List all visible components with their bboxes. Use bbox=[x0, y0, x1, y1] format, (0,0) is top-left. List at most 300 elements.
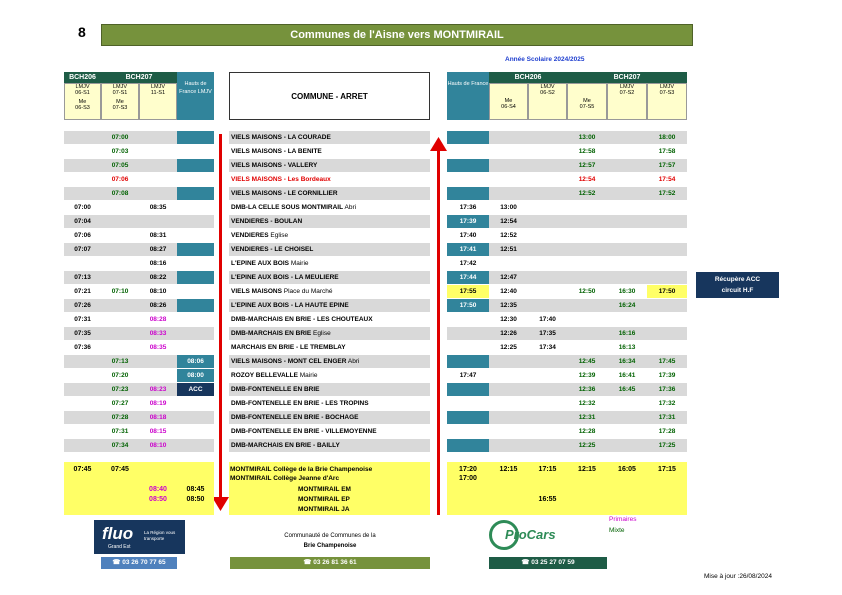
right-time-cell bbox=[447, 313, 489, 326]
right-time-cell bbox=[489, 369, 528, 382]
left-time-cell bbox=[64, 257, 101, 270]
left-time-cell: 07:20 bbox=[111, 372, 129, 379]
stop-name: L'EPINE AUX BOIS - LA MEULIERE bbox=[231, 274, 339, 281]
left-time-cell bbox=[139, 159, 177, 172]
right-time-cell bbox=[607, 187, 647, 200]
stop-name: VENDIERES Eglise bbox=[231, 232, 289, 239]
right-time-cell bbox=[447, 327, 489, 340]
right-time-cell: 17:54 bbox=[658, 176, 676, 183]
stop-name: VIELS MAISONS - Les Bordeaux bbox=[231, 176, 331, 183]
stop-name: DMB-FONTENELLE EN BRIE bbox=[231, 386, 320, 393]
right-time-cell bbox=[447, 425, 489, 438]
dest-r-row2: 17:00 bbox=[459, 475, 477, 482]
right-time-cell: 16:24 bbox=[618, 302, 636, 309]
left-time-cell: 07:00 bbox=[74, 204, 91, 211]
right-time-cell bbox=[607, 439, 647, 452]
right-time-cell: 17:42 bbox=[459, 260, 477, 267]
right-time-cell bbox=[607, 397, 647, 410]
stop-name: VENDIERES - BOULAN bbox=[231, 218, 303, 225]
right-time-cell: 12:40 bbox=[500, 288, 517, 295]
right-time-cell bbox=[528, 285, 567, 298]
left-time-cell: 07:23 bbox=[111, 386, 129, 393]
right-time-cell: 16:45 bbox=[618, 386, 636, 393]
right-time-cell bbox=[489, 383, 528, 396]
stop-name: VENDIERES - LE CHOISEL bbox=[231, 246, 314, 253]
right-time-cell: 16:34 bbox=[618, 358, 636, 365]
dest-r-time-4: 12:15 bbox=[578, 466, 596, 473]
left-time-cell bbox=[64, 131, 101, 144]
left-time-cell: 07:05 bbox=[111, 162, 129, 169]
stop-name: DMB-FONTENELLE EN BRIE - LES TROPINS bbox=[231, 400, 369, 407]
left-time-cell bbox=[177, 187, 214, 200]
right-time-cell bbox=[647, 243, 687, 256]
stop-name: L'EPINE AUX BOIS Mairie bbox=[231, 260, 309, 267]
right-time-cell bbox=[647, 299, 687, 312]
left-time-cell bbox=[101, 271, 139, 284]
right-time-cell: 12:45 bbox=[578, 358, 596, 365]
right-time-cell: 17:40 bbox=[459, 232, 477, 239]
right-time-cell bbox=[567, 243, 607, 256]
left-time-cell bbox=[139, 131, 177, 144]
right-time-cell bbox=[489, 425, 528, 438]
left-time-cell bbox=[177, 243, 214, 256]
left-time-cell bbox=[177, 299, 214, 312]
right-time-cell bbox=[607, 411, 647, 424]
left-time-cell: 07:08 bbox=[111, 190, 129, 197]
left-time-cell bbox=[177, 411, 214, 424]
right-time-cell: 12:47 bbox=[500, 274, 517, 281]
right-time-cell bbox=[489, 159, 528, 172]
page-number: 8 bbox=[78, 24, 86, 40]
legend-mixte: Mixte bbox=[609, 527, 625, 534]
left-time-cell bbox=[64, 383, 101, 396]
right-time-cell bbox=[489, 411, 528, 424]
right-time-cell bbox=[647, 257, 687, 270]
left-time-cell bbox=[139, 145, 177, 158]
stop-name: DMB-FONTENELLE EN BRIE - BOCHAGE bbox=[231, 414, 359, 421]
right-time-cell: 17:50 bbox=[447, 299, 489, 312]
right-time-cell bbox=[528, 271, 567, 284]
dest-l-time-1: 07:45 bbox=[73, 466, 92, 473]
stop-name: DMB-MARCHAIS EN BRIE - LES CHOUTEAUX bbox=[231, 316, 373, 323]
left-time-cell: 07:34 bbox=[111, 442, 129, 449]
right-time-cell bbox=[528, 201, 567, 214]
right-time-cell bbox=[489, 439, 528, 452]
left-time-cell: 08:16 bbox=[149, 260, 167, 267]
left-time-cell bbox=[64, 425, 101, 438]
dest-r-time-6: 17:15 bbox=[658, 466, 676, 473]
right-time-cell: 12:57 bbox=[578, 162, 596, 169]
left-time-cell bbox=[101, 229, 139, 242]
right-time-cell: 17:39 bbox=[658, 372, 676, 379]
right-time-cell bbox=[528, 411, 567, 424]
right-time-cell bbox=[567, 299, 607, 312]
right-time-cell: 17:32 bbox=[658, 400, 676, 407]
left-time-cell: 08:28 bbox=[149, 316, 167, 323]
right-time-cell bbox=[567, 229, 607, 242]
left-time-cell: 08:23 bbox=[149, 386, 167, 393]
right-time-cell bbox=[607, 229, 647, 242]
right-time-cell: 16:30 bbox=[618, 288, 636, 295]
right-time-cell bbox=[528, 145, 567, 158]
right-time-cell: 17:35 bbox=[539, 330, 556, 337]
right-time-cell bbox=[607, 271, 647, 284]
right-time-cell: 12:25 bbox=[578, 442, 596, 449]
right-time-cell: 17:28 bbox=[658, 428, 676, 435]
right-time-cell: 18:00 bbox=[658, 134, 676, 141]
procars-logo-text: ProCars bbox=[505, 527, 556, 542]
right-time-cell bbox=[647, 327, 687, 340]
left-time-cell: 07:10 bbox=[111, 288, 129, 295]
right-time-cell bbox=[607, 257, 647, 270]
up-arrow-icon bbox=[430, 137, 447, 151]
left-time-cell bbox=[177, 439, 214, 452]
right-group-bch206: BCH206 bbox=[489, 72, 567, 83]
right-time-cell bbox=[528, 257, 567, 270]
left-time-cell bbox=[177, 131, 214, 144]
right-col-3-header: LMJV 06-S2 bbox=[528, 83, 567, 120]
right-time-cell: 17:31 bbox=[658, 414, 676, 421]
stop-name: VIELS MAISONS - LA BENITE bbox=[231, 148, 322, 155]
stop-name: VIELS MAISONS Place du Marché bbox=[231, 288, 333, 295]
right-time-cell bbox=[607, 173, 647, 186]
left-time-cell: 07:27 bbox=[111, 400, 129, 407]
right-time-cell bbox=[528, 355, 567, 368]
right-col-1-header: Hauts de France bbox=[447, 72, 489, 120]
right-time-cell bbox=[447, 145, 489, 158]
right-time-cell: 12:26 bbox=[500, 330, 517, 337]
right-col-4-header: Me 07-S5 bbox=[567, 83, 607, 120]
right-time-cell bbox=[567, 257, 607, 270]
left-col-4-header: Hauts de France LMJV bbox=[177, 72, 214, 120]
page-title: Communes de l'Aisne vers MONTMIRAIL bbox=[101, 24, 693, 46]
dest-r-time-3: 17:15 bbox=[538, 466, 557, 473]
right-time-cell: 12:52 bbox=[578, 190, 596, 197]
right-time-cell bbox=[607, 313, 647, 326]
dest-r-ep: 16:55 bbox=[538, 496, 557, 503]
dest-ep: MONTMIRAIL EP bbox=[298, 496, 350, 503]
left-time-cell: 07:00 bbox=[111, 134, 129, 141]
dest-l-ep-2: 08:50 bbox=[186, 496, 205, 503]
left-time-cell bbox=[177, 285, 214, 298]
right-time-cell bbox=[447, 341, 489, 354]
right-time-cell: 12:52 bbox=[500, 232, 517, 239]
dest-l-em-1: 08:40 bbox=[149, 486, 167, 493]
dest-l-ep-1: 08:50 bbox=[149, 496, 167, 503]
left-time-cell: 07:06 bbox=[111, 176, 129, 183]
right-time-cell bbox=[489, 145, 528, 158]
right-time-cell bbox=[567, 215, 607, 228]
left-time-cell: 07:26 bbox=[74, 302, 91, 309]
right-time-cell bbox=[567, 327, 607, 340]
right-time-cell: 17:57 bbox=[658, 162, 676, 169]
left-time-cell bbox=[101, 327, 139, 340]
stop-name: L'EPINE AUX BOIS - LA HAUTE EPINE bbox=[231, 302, 349, 309]
left-time-cell: 07:36 bbox=[74, 344, 91, 351]
right-time-cell: 12:32 bbox=[578, 400, 596, 407]
right-time-cell bbox=[528, 299, 567, 312]
left-time-cell: 08:19 bbox=[149, 400, 167, 407]
left-col-2-header: LMJV 07-S1 Me 07-S3 bbox=[101, 83, 139, 120]
left-time-cell bbox=[177, 229, 214, 242]
right-time-cell bbox=[567, 341, 607, 354]
right-time-cell: 16:41 bbox=[618, 372, 636, 379]
right-time-cell bbox=[447, 131, 489, 144]
left-time-cell: 07:21 bbox=[74, 288, 91, 295]
left-time-cell bbox=[101, 299, 139, 312]
right-time-cell bbox=[489, 187, 528, 200]
right-time-cell: 12:31 bbox=[578, 414, 596, 421]
right-time-cell bbox=[489, 131, 528, 144]
left-time-cell bbox=[177, 341, 214, 354]
right-time-cell: 17:40 bbox=[539, 316, 556, 323]
right-time-cell: 17:55 bbox=[447, 285, 489, 298]
right-col-2-header: Me 06-S4 bbox=[489, 83, 528, 120]
right-time-cell bbox=[528, 243, 567, 256]
left-time-cell bbox=[177, 173, 214, 186]
left-time-cell bbox=[139, 215, 177, 228]
dest-r-time-2: 12:15 bbox=[499, 466, 518, 473]
right-time-cell bbox=[489, 355, 528, 368]
left-time-cell bbox=[101, 313, 139, 326]
right-time-cell bbox=[647, 313, 687, 326]
left-time-cell: 08:27 bbox=[149, 246, 167, 253]
left-time-cell bbox=[64, 145, 101, 158]
right-time-cell: 17:52 bbox=[658, 190, 676, 197]
right-time-cell: 16:16 bbox=[618, 330, 636, 337]
left-time-cell bbox=[64, 355, 101, 368]
left-time-cell: 08:22 bbox=[149, 274, 167, 281]
right-time-cell bbox=[528, 425, 567, 438]
left-time-cell bbox=[177, 425, 214, 438]
right-time-cell: 17:34 bbox=[539, 344, 556, 351]
left-col-1-header: LMJV 06-S1 Me 06-S3 bbox=[64, 83, 101, 120]
left-time-cell: 07:04 bbox=[74, 218, 91, 225]
right-time-cell bbox=[607, 201, 647, 214]
right-col-6-header: LMJV 07-S3 bbox=[647, 83, 687, 120]
right-time-cell: 17:39 bbox=[447, 215, 489, 228]
school-year: Année Scolaire 2024/2025 bbox=[505, 56, 585, 63]
left-time-cell: 07:13 bbox=[74, 274, 91, 281]
right-time-cell: 12:58 bbox=[578, 148, 596, 155]
right-time-cell bbox=[489, 173, 528, 186]
right-time-cell bbox=[447, 439, 489, 452]
right-time-cell: 17:50 bbox=[647, 285, 687, 298]
right-time-cell: 17:47 bbox=[459, 372, 477, 379]
right-time-cell bbox=[447, 187, 489, 200]
left-time-cell bbox=[139, 173, 177, 186]
dest-college-brie: MONTMIRAIL Collège de la Brie Champenoise bbox=[230, 466, 373, 473]
note-recupere-acc: Récupère ACC circuit H.F bbox=[696, 272, 779, 298]
left-time-cell: 07:06 bbox=[74, 232, 91, 239]
left-time-cell bbox=[101, 341, 139, 354]
left-time-cell bbox=[177, 257, 214, 270]
right-time-cell bbox=[447, 397, 489, 410]
right-time-cell bbox=[528, 369, 567, 382]
stop-name: ROZOY BELLEVALLE Mairie bbox=[231, 372, 318, 379]
dest-l-time-2: 07:45 bbox=[111, 466, 129, 473]
right-time-cell: 17:41 bbox=[447, 243, 489, 256]
right-time-cell bbox=[528, 159, 567, 172]
left-time-cell: 07:35 bbox=[74, 330, 91, 337]
dest-ja: MONTMIRAIL JA bbox=[298, 506, 350, 513]
left-time-cell: 08:00 bbox=[177, 369, 214, 382]
right-time-cell: 17:25 bbox=[658, 442, 676, 449]
right-time-cell bbox=[528, 383, 567, 396]
phone-procars: ☎ 03 25 27 07 59 bbox=[489, 557, 607, 569]
left-time-cell bbox=[64, 159, 101, 172]
dest-r-time-1: 17:20 bbox=[459, 466, 477, 473]
right-time-cell bbox=[528, 215, 567, 228]
right-time-cell bbox=[528, 187, 567, 200]
left-time-cell bbox=[177, 145, 214, 158]
left-time-cell bbox=[139, 355, 177, 368]
right-time-cell bbox=[528, 131, 567, 144]
update-date: Mise à jour :26/08/2024 bbox=[704, 573, 772, 580]
left-time-cell: 08:35 bbox=[149, 204, 167, 211]
right-time-cell: 12:30 bbox=[500, 316, 517, 323]
left-time-cell bbox=[177, 271, 214, 284]
left-time-cell bbox=[177, 327, 214, 340]
left-time-cell bbox=[177, 397, 214, 410]
right-group-bch207: BCH207 bbox=[567, 72, 687, 83]
stop-name: DMB-MARCHAIS EN BRIE - BAILLY bbox=[231, 442, 340, 449]
right-time-cell bbox=[647, 229, 687, 242]
left-time-cell bbox=[101, 243, 139, 256]
right-time-cell bbox=[647, 201, 687, 214]
right-time-cell: 12:36 bbox=[578, 386, 596, 393]
left-time-cell bbox=[64, 173, 101, 186]
right-time-cell bbox=[528, 397, 567, 410]
left-group-bch206: BCH206 bbox=[64, 72, 101, 83]
stop-name: VIELS MAISONS - VALLERY bbox=[231, 162, 318, 169]
right-time-cell bbox=[607, 215, 647, 228]
fluo-logo: fluo Grand Est La Région vous transporte bbox=[94, 520, 185, 554]
left-time-cell: 08:15 bbox=[149, 428, 167, 435]
right-time-cell: 12:51 bbox=[500, 246, 517, 253]
right-time-cell: 12:35 bbox=[500, 302, 517, 309]
phone-cc: ☎ 03 26 81 36 61 bbox=[230, 557, 430, 569]
left-time-cell: 08:10 bbox=[149, 442, 167, 449]
left-time-cell: 08:06 bbox=[177, 355, 214, 368]
left-time-cell: 08:31 bbox=[149, 232, 167, 239]
left-time-cell bbox=[64, 411, 101, 424]
left-time-cell: 07:28 bbox=[111, 414, 129, 421]
right-time-cell: 12:50 bbox=[578, 288, 596, 295]
left-time-cell: 08:35 bbox=[149, 344, 167, 351]
left-time-cell bbox=[64, 397, 101, 410]
left-time-cell bbox=[139, 369, 177, 382]
right-time-cell: 12:25 bbox=[500, 344, 517, 351]
left-time-cell: 07:13 bbox=[111, 358, 129, 365]
right-time-cell bbox=[447, 159, 489, 172]
left-time-cell bbox=[177, 313, 214, 326]
left-time-cell bbox=[64, 187, 101, 200]
left-group-bch207: BCH207 bbox=[101, 72, 177, 83]
stop-name: DMB-LA CELLE SOUS MONTMIRAIL Abri bbox=[231, 204, 357, 211]
dest-l-em-2: 08:45 bbox=[186, 486, 205, 493]
right-time-cell bbox=[607, 145, 647, 158]
stop-name: VIELS MAISONS - LA COURADE bbox=[231, 134, 331, 141]
right-time-cell bbox=[607, 159, 647, 172]
right-time-cell: 12:28 bbox=[578, 428, 596, 435]
right-time-cell bbox=[447, 173, 489, 186]
right-time-cell bbox=[528, 173, 567, 186]
cc-line-2: Brie Champenoise bbox=[303, 543, 357, 549]
left-time-cell bbox=[177, 201, 214, 214]
right-time-cell: 12:39 bbox=[578, 372, 596, 379]
cc-line-1: Communauté de Communes de la bbox=[284, 533, 376, 539]
right-time-cell: 17:45 bbox=[658, 358, 676, 365]
right-time-cell bbox=[647, 215, 687, 228]
right-time-cell bbox=[567, 313, 607, 326]
stop-name: MARCHAIS EN BRIE - LE TREMBLAY bbox=[231, 344, 346, 351]
legend-primaires: Primaires bbox=[609, 516, 637, 523]
left-time-cell: 07:31 bbox=[74, 316, 91, 323]
left-time-cell bbox=[101, 201, 139, 214]
stop-name: DMB-MARCHAIS EN BRIE Eglise bbox=[231, 330, 331, 337]
commune-arret-header: COMMUNE - ARRET bbox=[229, 72, 430, 120]
phone-fluo: ☎ 03 26 70 77 65 bbox=[101, 557, 177, 569]
right-time-cell bbox=[528, 229, 567, 242]
left-time-cell: 08:26 bbox=[149, 302, 167, 309]
right-time-cell bbox=[647, 271, 687, 284]
left-time-cell bbox=[177, 215, 214, 228]
right-time-cell bbox=[447, 355, 489, 368]
dest-college-jeanne: MONTMIRAIL Collège Jeanne d'Arc bbox=[230, 475, 340, 482]
right-time-cell: 12:54 bbox=[500, 218, 517, 225]
right-time-cell bbox=[447, 411, 489, 424]
right-time-cell bbox=[567, 271, 607, 284]
down-arrow-shaft bbox=[219, 134, 222, 501]
stop-name: DMB-FONTENELLE EN BRIE - VILLEMOYENNE bbox=[231, 428, 377, 435]
left-time-cell: ACC bbox=[177, 383, 214, 396]
left-time-cell bbox=[101, 257, 139, 270]
right-time-cell bbox=[607, 131, 647, 144]
right-time-cell bbox=[489, 397, 528, 410]
left-time-cell: 08:10 bbox=[149, 288, 167, 295]
right-time-cell bbox=[528, 439, 567, 452]
stop-name: VIELS MAISONS - MONT CEL ENGER Abri bbox=[231, 358, 360, 365]
right-time-cell: 13:00 bbox=[578, 134, 596, 141]
dest-r-time-5: 16:05 bbox=[618, 466, 636, 473]
dest-em: MONTMIRAIL EM bbox=[298, 486, 351, 493]
right-time-cell bbox=[607, 243, 647, 256]
stop-name: VIELS MAISONS - LE CORNILLIER bbox=[231, 190, 338, 197]
right-time-cell bbox=[567, 201, 607, 214]
right-time-cell: 17:58 bbox=[658, 148, 676, 155]
left-time-cell bbox=[177, 159, 214, 172]
left-time-cell: 07:31 bbox=[111, 428, 129, 435]
right-time-cell: 17:36 bbox=[658, 386, 676, 393]
right-time-cell: 17:44 bbox=[447, 271, 489, 284]
right-col-5-header: LMJV 07-S2 bbox=[607, 83, 647, 120]
right-time-cell bbox=[647, 341, 687, 354]
right-time-cell bbox=[607, 425, 647, 438]
left-time-cell: 08:33 bbox=[149, 330, 167, 337]
left-time-cell: 08:18 bbox=[149, 414, 167, 421]
up-arrow-shaft bbox=[437, 150, 440, 515]
left-time-cell: 07:03 bbox=[111, 148, 129, 155]
left-time-cell bbox=[139, 187, 177, 200]
right-time-cell: 12:54 bbox=[578, 176, 596, 183]
left-time-cell: 07:07 bbox=[74, 246, 91, 253]
right-time-cell: 16:13 bbox=[618, 344, 636, 351]
down-arrow-icon bbox=[212, 497, 229, 511]
right-time-cell: 13:00 bbox=[500, 204, 517, 211]
right-time-cell: 17:36 bbox=[459, 204, 477, 211]
left-time-cell bbox=[101, 215, 139, 228]
